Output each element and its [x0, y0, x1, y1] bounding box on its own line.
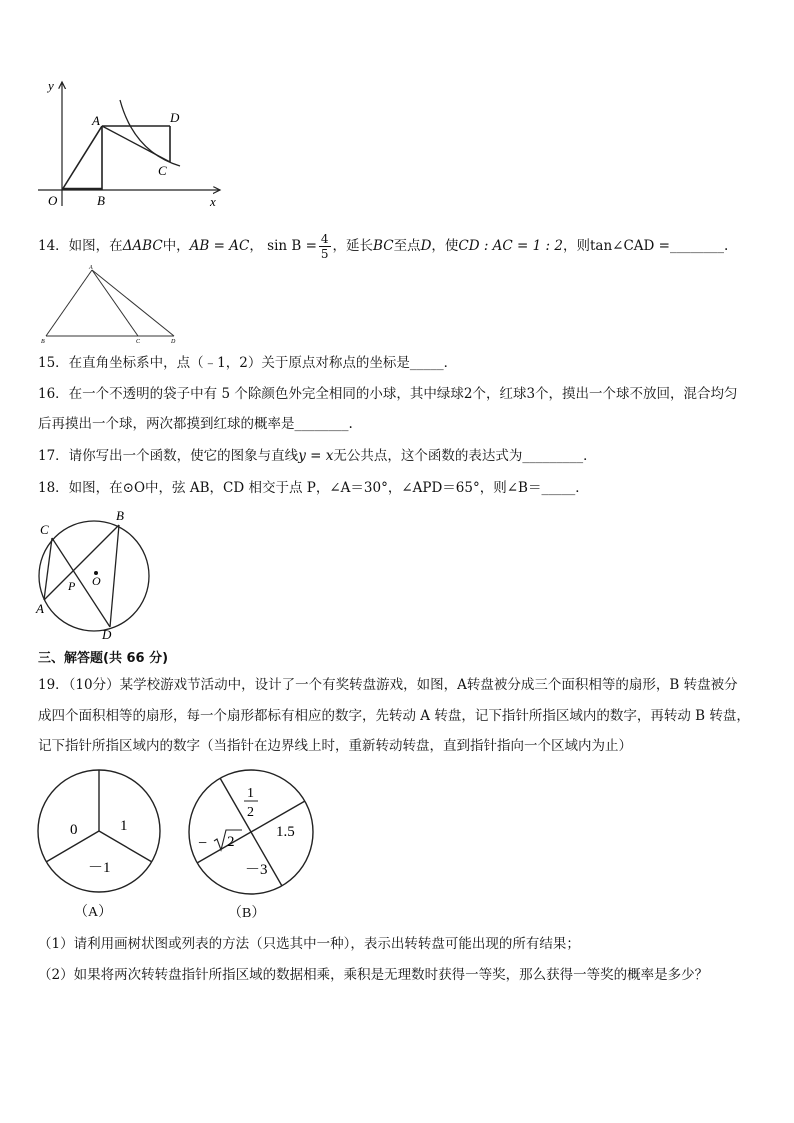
spinner-B-fraction-num: 1 [247, 786, 254, 801]
point-A-label: A [92, 113, 100, 128]
question-15: 15．在直角坐标系中，点（﹣1，2）关于原点对称点的坐标是_____． [38, 355, 458, 371]
origin-label: O [48, 193, 58, 208]
vertex-B-label: B [41, 339, 45, 344]
point-B-label: B [97, 193, 105, 208]
question-17: 17．请你写出一个函数，使它的图象与直线y = x无公共点，这个函数的表达式为_________． [38, 448, 597, 464]
spinner-B-sqrt-arg: 2 [227, 834, 235, 850]
coordinate-figure [30, 74, 230, 210]
spinner-A-divider-right [99, 831, 152, 862]
segment-AD [92, 270, 174, 336]
segment-BD [110, 525, 119, 627]
fraction-4-5: $\frac{4}{5}$ [320, 232, 329, 261]
point-C-label: C [158, 163, 167, 178]
side-AB [46, 270, 92, 336]
spinner-A-value-neg1: －1 [88, 860, 111, 876]
spinner-A-value-0: 0 [70, 822, 78, 838]
triangle-figure [36, 262, 186, 344]
segment-OA [62, 126, 102, 190]
spinner-A [36, 768, 164, 896]
vertex-C-label: C [136, 339, 141, 344]
label-A: A [36, 601, 44, 616]
axis-y-label: y [48, 78, 54, 93]
label-B: B [116, 508, 124, 523]
question-19-line-1: 19．（10分）某学校游戏节活动中，设计了一个有奖转盘游戏，如图，A转盘被分成三个面积相等的扇形，B 转盘被分 [38, 677, 738, 693]
point-D-label: D [170, 110, 180, 125]
question-16-line-2: 后再摸出一个球，两次都摸到红球的概率是________. [38, 416, 353, 432]
question-18: 18．如图，在⊙O中，弦 AB，CD 相交于点 P，∠A＝30°，∠APD＝65°，则∠B＝_____． [38, 480, 589, 496]
axis-x-label: x [210, 194, 216, 209]
spinner-B-value-1-5: 1.5 [276, 824, 295, 840]
label-O: O [92, 574, 101, 588]
label-P: P [68, 579, 76, 593]
spinner-B-neg-sign: − [198, 835, 208, 852]
question-19-sub-1: （1）请利用画树状图或列表的方法（只选其中一种），表示出转转盘可能出现的所有结果； [38, 936, 580, 952]
spinner-B-value-neg3: －3 [245, 862, 268, 878]
spinner-A-caption: （A） [74, 905, 113, 920]
vertex-A-label: A [89, 265, 93, 271]
circle-figure [30, 505, 160, 645]
label-D: D [102, 627, 112, 642]
question-14: 14．如图，在ΔABC中，AB = AC， sin B = $\frac{4}{5}$ ，延长BC至点D，使CD : AC = 1 : 2，则tan∠CAD =________. [38, 232, 729, 261]
question-16-line-1: 16．在一个不透明的袋子中有 5 个除颜色外完全相同的小球，其中绿球2个，红球3个，摸出一个球不放回，混合均匀 [38, 386, 738, 402]
spinner-B [186, 768, 316, 898]
vertex-D-label: D [171, 339, 176, 344]
spinner-B-caption: （B） [228, 906, 266, 921]
spinner-A-value-1: 1 [120, 818, 128, 834]
spinner-B-fraction-den: 2 [247, 805, 254, 820]
question-19-sub-2: （2）如果将两次转转盘指针所指区域的数据相乘，乘积是无理数时获得一等奖，那么获得一等奖的概率是多少？ [38, 967, 709, 983]
question-19-line-2: 成四个面积相等的扇形，每一个扇形都标有相应的数字，先转动 A 转盘，记下指针所指区域内的数字，再转动 B 转盘， [38, 708, 750, 724]
question-19-line-3: 记下指针所指区域内的数字（当指针在边界线上时，重新转动转盘，直到指针指向一个区域内为止） [38, 738, 632, 754]
segment-AC [44, 538, 52, 600]
section-heading: 三、解答题(共 66 分) [38, 651, 169, 666]
side-AC [92, 270, 138, 336]
label-C: C [40, 522, 49, 537]
